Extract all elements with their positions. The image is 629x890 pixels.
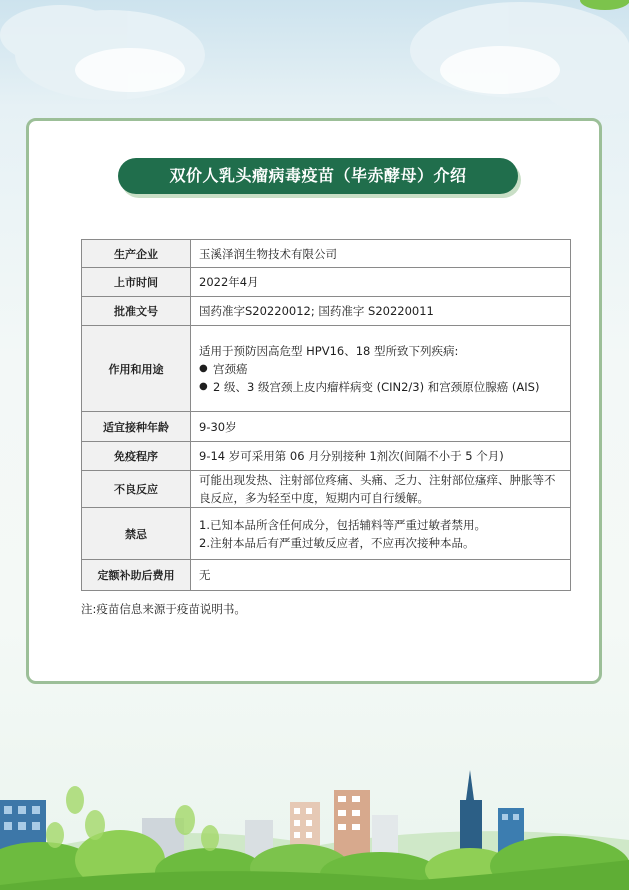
usage-item bbox=[199, 360, 562, 378]
row-label: 生产企业 bbox=[82, 240, 191, 268]
page-title: 双价人乳头瘤病毒疫苗（毕赤酵母）介绍 bbox=[118, 158, 518, 194]
contra-item: 1.已知本品所含任何成分，包括辅料等严重过敏者禁用。 bbox=[199, 517, 486, 532]
row-label: 免疫程序 bbox=[82, 442, 191, 471]
row-label: 批准文号 bbox=[82, 297, 191, 326]
row-label: 适宜接种年龄 bbox=[82, 412, 191, 442]
bullet-icon: ● bbox=[199, 362, 208, 374]
table-row bbox=[82, 240, 571, 268]
row-value: 9-14 岁可采用第 06 月分别接种 1剂次(间隔不小于 5 个月) bbox=[191, 442, 571, 471]
table-row bbox=[82, 560, 571, 591]
row-value: 可能出现发热、注射部位疼痛、头痛、乏力、注射部位瘙痒、肿胀等不良反应，多为轻至中度，短期内可自行缓解。 bbox=[191, 471, 571, 508]
row-value bbox=[191, 508, 571, 560]
table-row bbox=[82, 326, 571, 412]
row-value: 无 bbox=[191, 560, 571, 591]
table-row bbox=[82, 508, 571, 560]
row-label: 作用和用途 bbox=[82, 326, 191, 412]
row-label: 定额补助后费用 bbox=[82, 560, 191, 591]
row-value: 9-30岁 bbox=[191, 412, 571, 442]
row-value: 国药准字S20220012; 国药准字 S20220011 bbox=[191, 297, 571, 326]
table-row bbox=[82, 471, 571, 508]
usage-item-text: 宫颈癌 bbox=[213, 361, 248, 376]
row-value: 2022年4月 bbox=[191, 268, 571, 297]
usage-intro: 适用于预防因高危型 HPV16、18 型所致下列疾病: bbox=[199, 343, 459, 358]
table-row bbox=[82, 412, 571, 442]
usage-item-text: 2 级、3 级宫颈上皮内瘤样病变 (CIN2/3) 和宫颈原位腺癌 (AIS) bbox=[213, 379, 540, 394]
row-value: 玉溪泽润生物技术有限公司 bbox=[191, 240, 571, 268]
source-note: 注:疫苗信息来源于疫苗说明书。 bbox=[81, 602, 246, 616]
usage-item bbox=[199, 378, 562, 396]
bullet-icon: ● bbox=[199, 380, 208, 392]
row-value bbox=[191, 326, 571, 412]
row-label: 禁忌 bbox=[82, 508, 191, 560]
table-row bbox=[82, 442, 571, 471]
row-label: 上市时间 bbox=[82, 268, 191, 297]
table-row bbox=[82, 268, 571, 297]
info-card bbox=[26, 118, 602, 684]
row-label: 不良反应 bbox=[82, 471, 191, 508]
table-row bbox=[82, 297, 571, 326]
vaccine-info-table bbox=[81, 239, 571, 591]
contra-item: 2.注射本品后有严重过敏反应者，不应再次接种本品。 bbox=[199, 535, 475, 550]
